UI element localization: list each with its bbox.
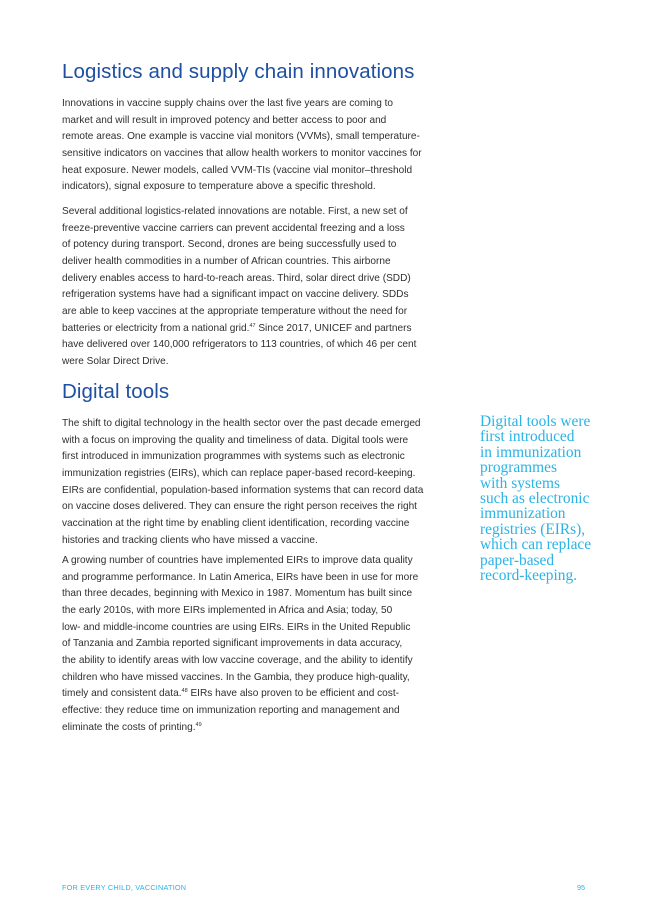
text-line: low- and middle-income countries are using EIRs. EIRs in the United Republic	[62, 621, 411, 633]
footer-title: FOR EVERY CHILD, VACCINATION	[62, 883, 187, 892]
text-line: delivery enables access to hard-to-reach areas. Third, solar direct drive (SDD)	[62, 272, 411, 284]
text-line: immunization registries (EIRs), which can replace paper-based record-keeping.	[62, 467, 416, 479]
footnote-ref-49[interactable]: 49	[195, 721, 202, 728]
logistics-paragraph-2	[62, 204, 416, 371]
text-fragment: EIRs have also proven to be efficient and cost-	[187, 688, 399, 700]
text-line: children who have missed vaccines. In the Gambia, they produce high-quality,	[62, 671, 410, 683]
text-line: of Tanzania and Zambia reported significant improvements in data accuracy,	[62, 638, 403, 650]
text-line: histories and tracking clients who have missed a vaccine.	[62, 534, 318, 546]
text-line: EIRs are confidential, population-based information systems that can record data	[62, 484, 424, 496]
text-fragment: Since 2017, UNICEF and partners	[255, 322, 412, 334]
footnote-ref-48[interactable]: 48	[181, 688, 188, 695]
section-heading-digital-tools: Digital tools	[62, 380, 170, 403]
text-line: indicators), signal exposure to temperature above a specific threshold.	[62, 181, 376, 193]
text-line: first introduced in immunization programmes with systems such as electronic	[62, 451, 405, 463]
text-line: Innovations in vaccine supply chains over the last five years are coming to	[62, 98, 394, 109]
text-line: the early 2010s, with more EIRs implemented in Africa and Asia; today, 50	[62, 604, 393, 616]
text-line	[62, 321, 416, 338]
text-line: freeze-preventive vaccine carriers can prevent accidental freezing and a loss	[62, 222, 405, 234]
logistics-paragraph-1	[62, 96, 422, 196]
pull-quote-line: Digital tools were	[480, 413, 591, 430]
text-line: heat exposure. Newer models, called VVM-TIs (vaccine vial monitor–threshold	[62, 164, 413, 176]
text-line: have delivered over 140,000 refrigerators to 113 countries, of which 46 per cent	[62, 339, 417, 351]
text-line: of potency during transport. Second, drones are being successfully used to	[62, 239, 397, 251]
page-number: 95	[577, 883, 586, 892]
pull-quote-line: paper-based	[480, 551, 555, 569]
pull-quote-line: which can replace	[480, 536, 592, 554]
text-line: deliver health commodities in a number of African countries. This airborne	[62, 255, 391, 267]
text-fragment: eliminate the costs of printing.	[62, 721, 196, 733]
text-line: and programme performance. In Latin America, EIRs have been in use for more	[62, 571, 419, 583]
footnote-ref-47[interactable]: 47	[249, 322, 256, 329]
text-line: remote areas. One example is vaccine vial monitors (VVMs), small temperature-	[62, 131, 420, 143]
text-line: the ability to identify areas with low vaccine coverage, and the ability to identify	[62, 654, 413, 666]
section-heading-logistics: Logistics and supply chain innovations	[62, 60, 415, 83]
text-fragment: timely and consistent data.	[62, 688, 182, 700]
pull-quote-line: first introduced	[480, 428, 575, 446]
digital-paragraph-2	[62, 553, 418, 736]
text-line: than three decades, beginning with Mexico in 1987. Momentum has built since	[62, 588, 413, 600]
text-line: with a focus on improving the quality and timeliness of data. Digital tools were	[62, 434, 409, 446]
pull-quote-line: with systems	[480, 474, 560, 492]
text-line	[62, 720, 418, 737]
text-line: A growing number of countries have implemented EIRs to improve data quality	[62, 555, 413, 566]
pull-quote-line: programmes	[480, 459, 557, 477]
pull-quote-line: record-keeping.	[480, 567, 577, 585]
text-line: refrigeration systems have had a significant impact on vaccine delivery. SDDs	[62, 289, 409, 301]
text-line: Several additional logistics-related innovations are notable. First, a new set of	[62, 206, 408, 217]
text-fragment: batteries or electricity from a national grid.	[62, 322, 250, 334]
pull-quote-line: immunization	[480, 505, 566, 523]
pull-quote-line: registries (EIRs),	[480, 520, 586, 538]
pull-quote-line: in immunization	[480, 443, 582, 461]
text-line: on vaccine doses delivered. They can ensure the right person receives the right	[62, 501, 417, 513]
pull-quote	[480, 414, 591, 583]
text-line: sensitive indicators on vaccines that allow health workers to monitor vaccines for	[62, 147, 422, 159]
text-line	[62, 686, 418, 703]
text-line: effective: they reduce time on immunization reporting and management and	[62, 704, 400, 716]
text-line: market and will result in improved potency and better access to poor and	[62, 114, 387, 126]
text-line: were Solar Direct Drive.	[62, 355, 169, 367]
text-line: vaccination at the right time by enabling client identification, recording vaccine	[62, 517, 410, 529]
text-line: The shift to digital technology in the health sector over the past decade emerged	[62, 418, 421, 429]
text-line: are able to keep vaccines at the appropriate temperature without the need for	[62, 305, 408, 317]
digital-paragraph-1	[62, 416, 423, 549]
pull-quote-line: such as electronic	[480, 490, 590, 508]
